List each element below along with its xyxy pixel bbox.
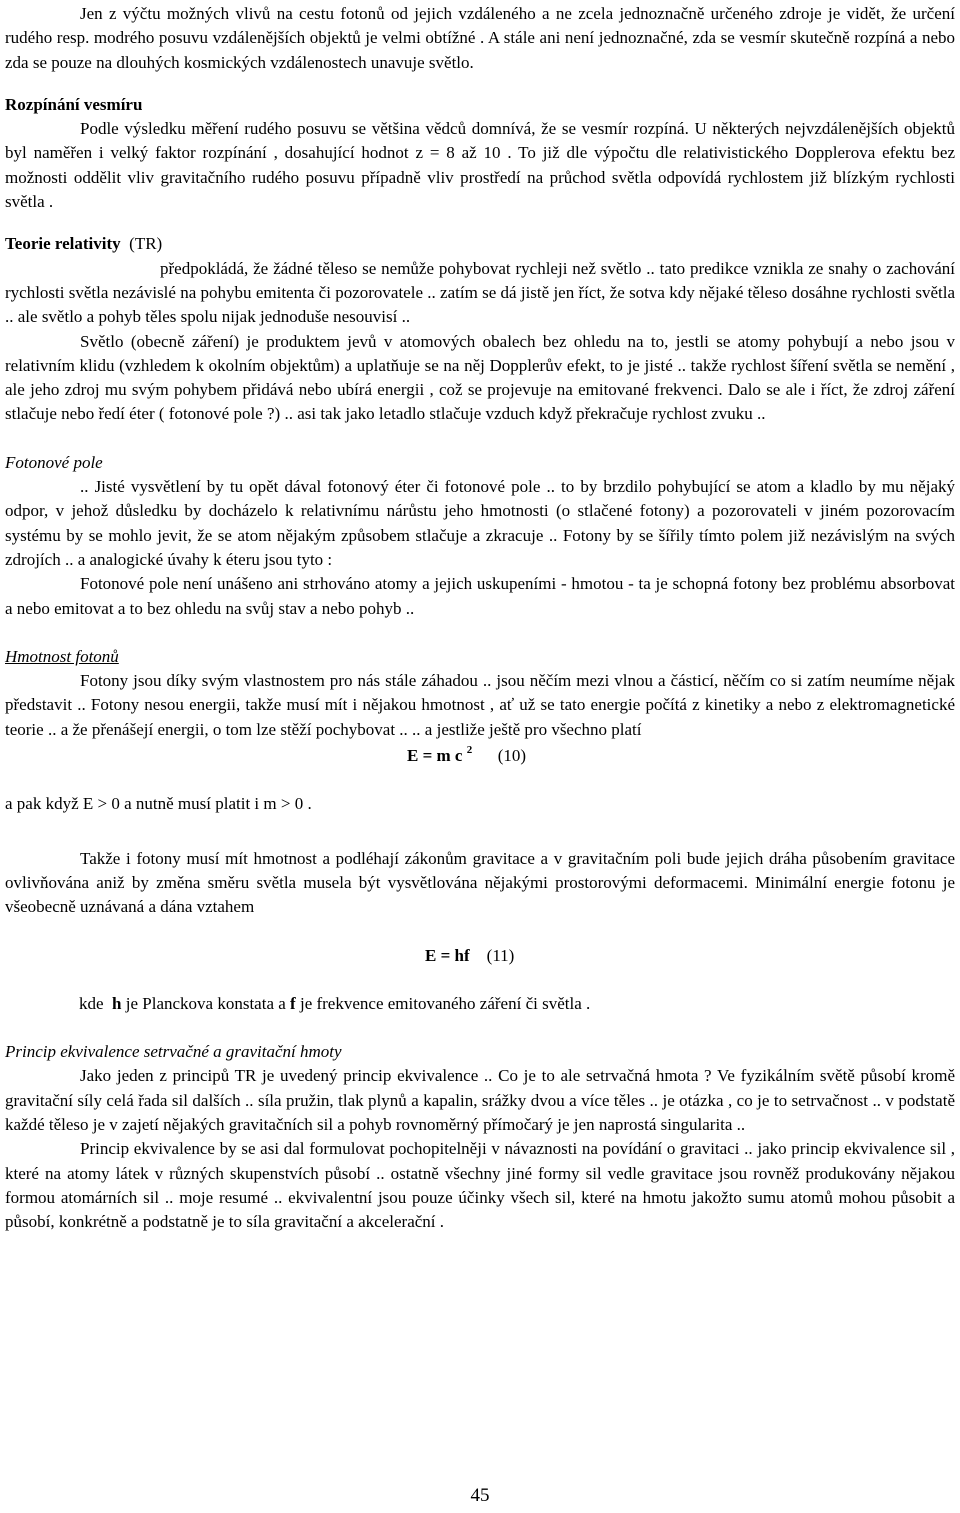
photon-mass-paragraph-3: Takže i fotony musí mít hmotnost a podléhají zákonům gravitace a v gravitačním poli bude jejich dráha působením gravitace ovlivňována aniž by změna směru světla musela být vysvětlována nějakými prostorovými deformacemi. Minimální energie fotonu je všeobecně uznávaná a dána vztahem xyxy=(5,848,955,917)
section-heading-equivalence: Princip ekvivalence setrvačné a gravitační hmoty xyxy=(5,1042,342,1062)
where-f: f xyxy=(290,993,296,1013)
photon-mass-paragraph-1: Fotony jsou díky svým vlastnostem pro nás stále záhadou .. jsou něčím mezi vlnou a částicí, něčím co si zatím neumíme nějak představit .. Fotony nesou energii, takže musí mít i nějakou hmotnost , ať už se tato energie počítá z kinetiky a nebo z elektromagnetické teorie .. a že přenášejí energii, o tom lze stěží pochybovat .. .. a jestliže ještě pro všechno platí xyxy=(5,671,955,739)
formula-11-lhs: E = hf xyxy=(425,945,470,965)
section-heading-expansion: Rozpínání vesmíru xyxy=(5,94,143,114)
relativity-paragraph-2: Světlo (obecně záření) je produktem jevů v atomových obalech bez ohledu na to, jestli se atomy pohybují a nebo jsou v relativním klidu (vzhledem k okolním objektům) a uplatňuje se na něj Dopplerův efekt, to je jisté .. takže rychlost šíření světla se nemění , ale jeho zdroj mu svým pohybem přidává nebo ubírá energii , což se projevuje na emitované frekvenci. Dalo se ale i říct, že zdroj záření stlačuje nebo ředí éter ( fotonové pole ?) .. asi tak jako letadlo stlačuje vzduch když překračuje rychlost zvuku .. xyxy=(5,331,955,424)
section-heading-photon-mass: Hmotnost fotonů xyxy=(5,646,119,666)
photon-field-paragraph-1: .. Jisté vysvětlení by tu opět dával fotonový éter či fotonové pole .. to by brzdilo pohybující se atom a kladlo by mu nějaký odpor, v jehož důsledku by docházelo k relativnímu nárůstu jeho hmotnosti (o stlačené fotony) a pozorovateli v jiném pozorovacím systému by se mohlo jevit, že se atom nějakým způsobem stlačuje a zkracuje .. Fotony by se šířily tímto polem již nezávislým na svých zdrojích .. a analogické úvahy k éteru jsou tyto : xyxy=(5,477,955,569)
relativity-title: Teorie relativity xyxy=(5,234,121,254)
where-post: je frekvence emitovaného záření či světla . xyxy=(299,993,591,1013)
equivalence-paragraph-1: Jako jeden z principů TR je uvedený princip ekvivalence .. Co je to ale setrvačná hmota ? Ve fyzikálním světě působí kromě gravitační síly celá řada sil dalších .. síla pružin, tlak plynů a kapalin, srážky dvou a více těles .. je otázka , co je to setrvačnost .. v podstatě každé těleso je v zajetí nějakých gravitačních sil a pohyb rovnoměrný přímočarý je jen naprostá singularita .. xyxy=(5,1066,955,1134)
formula-11 xyxy=(5,944,955,968)
photon-mass-paragraph-2: a pak když E > 0 a nutně musí platit i m > 0 . xyxy=(5,794,312,814)
formula-11-number: (11) xyxy=(486,945,515,965)
intro-paragraph: Jen z výčtu možných vlivů na cestu fotonů od jejich vzdáleného a ne zcela jednoznačně určeného zdroje je vidět, že určení rudého resp. modrého posuvu vzdálenějších objektů je velmi obtížné . A stále ani není jednoznačné, zda se vesmír skutečně rozpíná a nebo zda se pouze na dlouhých kosmických vzdálenostech unavuje světlo. xyxy=(5,4,955,72)
formula-10-exponent: 2 xyxy=(466,744,473,757)
equivalence-paragraph-2: Princip ekvivalence by se asi dal formulovat pochopitelněji v návaznosti na povídání o gravitaci .. jako princip ekvivalence sil , které na atomy látek v různých skupenstvích působí .. ostatně všechny jiné formy sil vedle gravitace jsou rovněž produkovány nějakou formou atomárních sil .. moje resumé .. ekvivalentní jsou pouze účinky všech sil, které na hmotu jakožto sumu atomů mohou působit a působí, konkrétně a podstatně je to síla gravitační a akcelerační . xyxy=(5,1139,955,1232)
formula-10 xyxy=(5,744,955,768)
photon-field-paragraph-2: Fotonové pole není unášeno ani strhováno atomy a jejich uskupeními - hmotou - ta je schopná fotony bez problému absorbovat a nebo emitovat a to bez ohledu na svůj stav a nebo pohyb .. xyxy=(5,574,955,618)
formula-11-explanation xyxy=(5,992,955,1016)
page-number: 45 xyxy=(470,1485,490,1506)
section-heading-photon-field: Fotonové pole xyxy=(5,452,103,472)
where-mid: je Planckova konstata a xyxy=(125,993,286,1013)
formula-10-number: (10) xyxy=(497,746,527,766)
relativity-paragraph-1: předpokládá, že žádné těleso se nemůže pohybovat rychleji než světlo .. tato predikce vznikla ze snahy o zachování rychlosti světla nezávislé na pohybu emitenta či pozorovatele .. zatím se dá jistě jen říct, že sotva kdy nějaké těleso dosáhne rychlosti světla .. ale světlo a pohyb těles spolu nijak jednoduše nesouvisí .. xyxy=(5,258,955,327)
expansion-paragraph: Podle výsledku měření rudého posuvu se většina vědců domnívá, že se vesmír rozpíná. U některých nejvzdálenějších objektů byl naměřen i velký faktor rozpínání , dosahující hodnot z = 8 až 10 . To již dle výpočtu dle relativistického Dopplerova efektu bez možnosti oddělit vliv gravitačního rudého posuvu případně vliv prostředí na průchod světla odpovídá rychlostem již blízkým rychlosti světla . xyxy=(5,119,955,212)
where-pre: kde xyxy=(79,993,104,1013)
document-page xyxy=(5,0,955,1234)
relativity-abbr: (TR) xyxy=(129,234,163,254)
formula-10-lhs: E = m c xyxy=(407,746,463,766)
section-heading-relativity xyxy=(5,232,955,256)
where-h: h xyxy=(112,993,122,1013)
